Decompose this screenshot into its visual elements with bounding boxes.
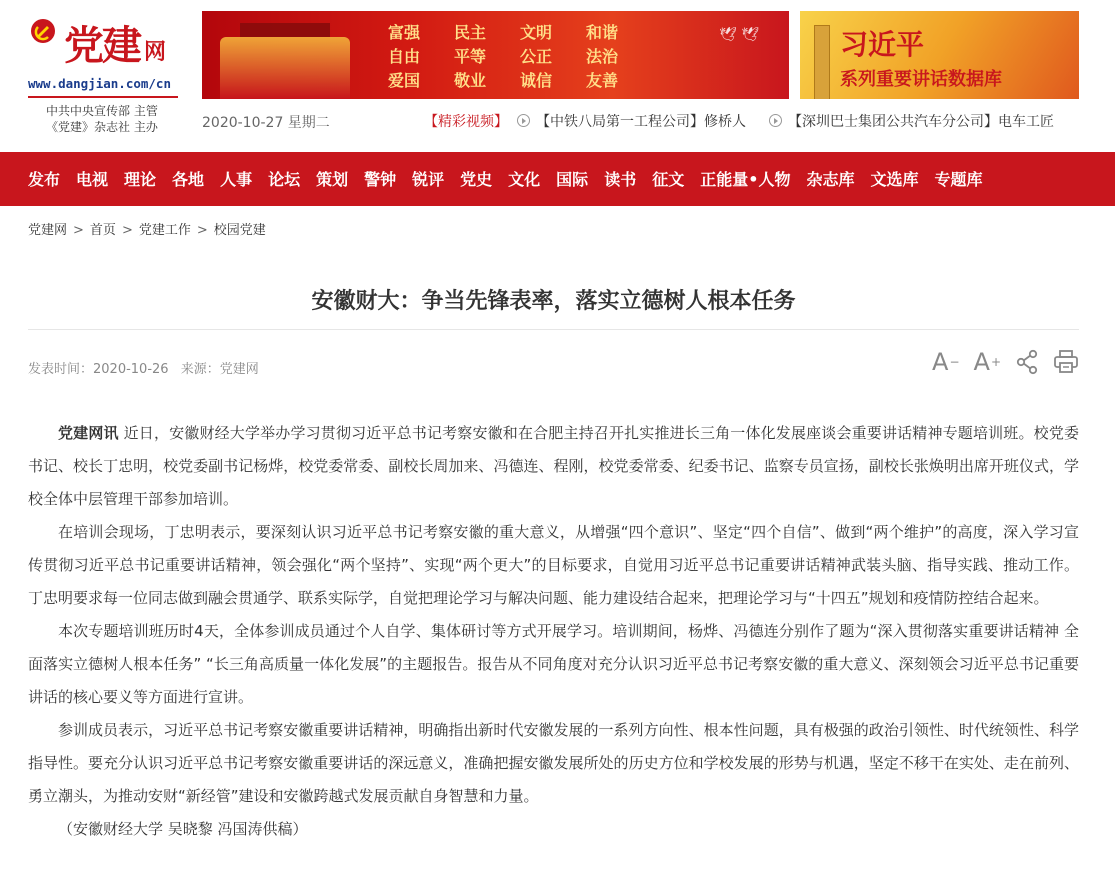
core-values-banner[interactable]: [202, 11, 789, 99]
article-paragraph: 参训成员表示，习近平总书记考察安徽重要讲话精神，明确指出新时代安徽发展的一系列方向性、根本性问题，具有极强的政治引领性、时代统领性、科学指导性。要充分认识习近平总书记考察安徽重要讲话的深远意义，准确把握安徽发展所处的历史方位和学校发展的形势与机遇，坚定不移干在实处、走在前列、勇立潮头，为推动安财“新经管”建设和安徽跨越式发展贡献自身智慧和力量。: [28, 721, 1079, 805]
title-divider: [28, 329, 1079, 330]
article-signature: （安徽财经大学 吴晓黎 冯国涛供稿）: [58, 820, 308, 838]
org-line-1: 中共中央宣传部 主管: [46, 104, 158, 118]
tiananmen-graphic: [220, 37, 350, 99]
breadcrumb-link[interactable]: 党建工作: [138, 223, 191, 238]
nav-item-fabu[interactable]: 发布: [28, 170, 61, 189]
nav-item-renshi[interactable]: 人事: [220, 170, 253, 189]
play-icon: [517, 114, 530, 127]
party-emblem-icon: [30, 18, 56, 44]
print-icon: [1053, 349, 1079, 375]
breadcrumb-separator: >: [121, 223, 133, 238]
ticker-label[interactable]: 【精彩视频】: [424, 114, 508, 130]
share-button[interactable]: [1015, 349, 1039, 375]
main-nav: [0, 152, 1115, 206]
article-meta: 发表时间：2020-10-26 来源：党建网: [28, 362, 259, 377]
print-button[interactable]: [1053, 349, 1079, 375]
breadcrumb: [28, 219, 266, 238]
nav-item-wenhua[interactable]: 文化: [508, 170, 541, 189]
nav-item-lilun[interactable]: 理论: [124, 170, 157, 189]
logo-brand: 党建 网: [64, 22, 167, 69]
font-increase-button[interactable]: A +: [973, 348, 1001, 376]
article-title: 安徽财大：争当先锋表率，落实立德树人根本任务: [311, 289, 796, 314]
logo-url: www.dangjian.com/cn: [28, 76, 171, 91]
publish-date: 2020-10-26: [93, 362, 169, 377]
nav-item-zhuantiku[interactable]: 专题库: [934, 170, 983, 189]
banner-subtitle: 系列重要讲话数据库: [840, 69, 1002, 90]
ticker-item[interactable]: 【深圳巴士集团公共汽车分公司】电车工匠: [769, 111, 1054, 131]
article-tools: [918, 348, 1079, 376]
article-paragraph: 在培训会现场，丁忠明表示，要深刻认识习近平总书记考察安徽的重大意义，从增强“四个意识”、坚定“四个自信”、做到“两个维护”的高度，深入学习宣传贯彻习近平总书记重要讲话精神，领会强化“两个坚持”、实现“两个更大”的目标要求，自觉用习近平总书记重要讲话精神武装头脑、指导实践、推动工作。丁忠明要求每一位同志做到融会贯通学、联系实际学，自觉把理论学习与解决问题、能力建设结合起来，把理论学习与“十四五”规划和疫情防控结合起来。: [28, 523, 1079, 607]
nav-item-zhengwen[interactable]: 征文: [652, 170, 685, 189]
font-decrease-button[interactable]: A −: [932, 348, 960, 376]
breadcrumb-separator: >: [73, 223, 84, 238]
nav-item-dangshi[interactable]: 党史: [460, 170, 493, 189]
nav-item-zhengnengliang[interactable]: 正能量•人物: [700, 170, 791, 189]
breadcrumb-link[interactable]: 校园党建: [213, 223, 266, 238]
nav-item-gedi[interactable]: 各地: [172, 170, 205, 189]
values-row-1: 富强 民主 文明 和谐: [388, 23, 618, 42]
nav-item-cehua[interactable]: 策划: [316, 170, 349, 189]
nav-item-guoji[interactable]: 国际: [556, 170, 589, 189]
breadcrumb-link[interactable]: 党建网: [28, 223, 68, 238]
speech-database-banner[interactable]: [800, 11, 1079, 99]
dove-icon: 🕊 🕊: [719, 27, 759, 43]
nav-item-jingzhong[interactable]: 警钟: [364, 170, 397, 189]
article-body: [28, 417, 1079, 846]
values-row-3: 爱国 敬业 诚信 友善: [388, 71, 618, 90]
play-icon: [769, 114, 782, 127]
source: 党建网: [219, 362, 259, 377]
article-paragraph: 党建网讯 近日，安徽财经大学举办学习贯彻习近平总书记考察安徽和在合肥主持召开扎实推进长三角一体化发展座谈会重要讲话精神专题培训班。校党委书记、校长丁忠明，校党委副书记杨烨，校党委常委、副校长周加来、冯德连、程刚，校党委常委、纪委书记、监察专员宣扬，副校长张焕明出席开班仪式，学校全体中层管理干部参加培训。: [28, 424, 1079, 508]
article-paragraph: 本次专题培训班历时4天，全体参训成员通过个人自学、集体研讨等方式开展学习。培训期间，杨烨、冯德连分别作了题为“深入贯彻落实重要讲话精神 全面落实立德树人根本任务” “长三角高质量一体化发展”的主题报告。报告从不同角度对充分认识习近平总书记考察安徽的重大意义、深刻领会习近平总书记重要讲话的核心要义等方面进行宣讲。: [28, 622, 1079, 706]
nav-item-wenxuanku[interactable]: 文选库: [870, 170, 919, 189]
org-line-2: 《党建》杂志社 主办: [46, 120, 158, 134]
values-row-2: 自由 平等 公正 法治: [388, 47, 618, 66]
nav-item-dushu[interactable]: 读书: [604, 170, 637, 189]
share-icon: [1015, 349, 1039, 375]
nav-item-dianshi[interactable]: 电视: [76, 170, 109, 189]
site-logo[interactable]: [28, 12, 180, 132]
current-date: 2020-10-27 星期二: [202, 115, 330, 131]
banner-title: 习近平: [840, 28, 925, 61]
huabiao-pillar-graphic: [814, 25, 830, 99]
nav-item-luntan[interactable]: 论坛: [268, 170, 301, 189]
nav-item-zazhiku[interactable]: 杂志库: [806, 170, 855, 189]
lead-label: 党建网讯: [58, 424, 119, 442]
ticker-item[interactable]: 【中铁八局第一工程公司】修桥人: [517, 111, 746, 131]
breadcrumb-separator: >: [196, 223, 208, 238]
logo-divider: [28, 96, 178, 98]
breadcrumb-link[interactable]: 首页: [89, 223, 116, 238]
nav-item-ruiping[interactable]: 锐评: [412, 170, 445, 189]
